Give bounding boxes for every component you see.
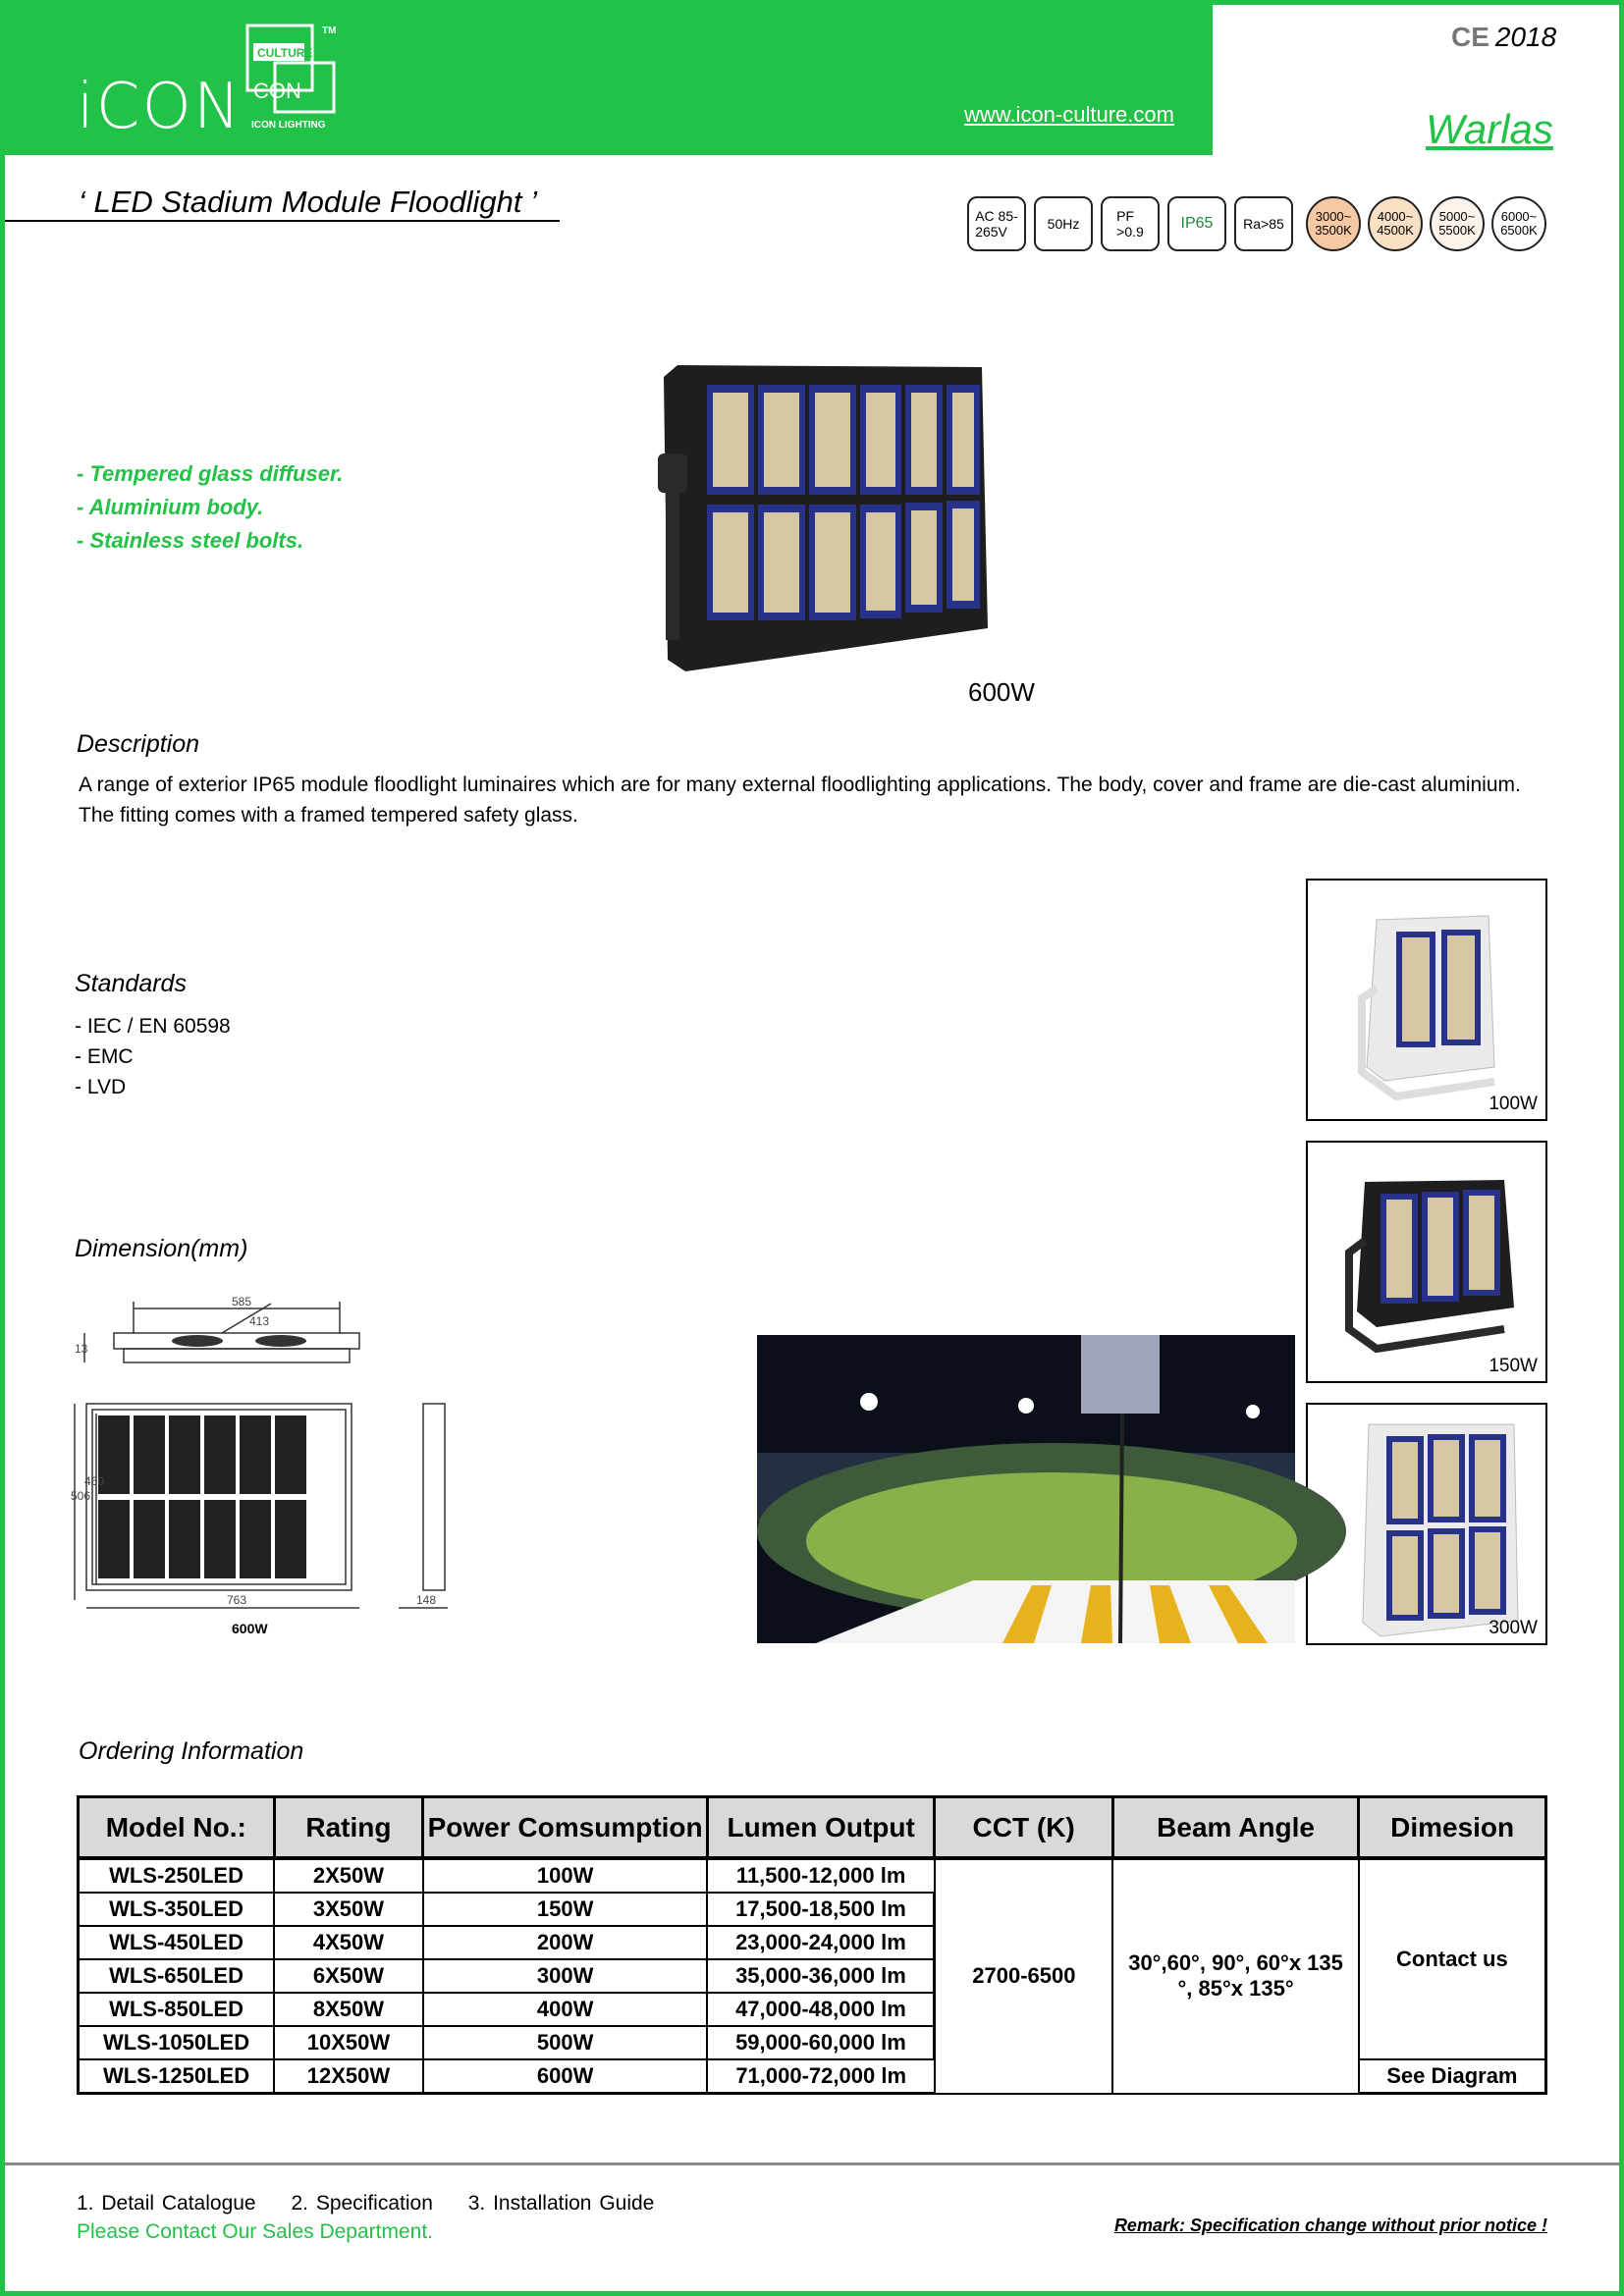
model-cell: WLS-1250LED bbox=[79, 2059, 275, 2094]
description-heading: Description bbox=[77, 730, 200, 758]
column-header: CCT (K) bbox=[935, 1797, 1113, 1859]
product-brand: Warlas bbox=[1426, 106, 1553, 152]
rating-cell: 12X50W bbox=[274, 2059, 423, 2094]
model-cell: WLS-1050LED bbox=[79, 2026, 275, 2059]
dimension-caption: 600W bbox=[232, 1621, 268, 1636]
rating-cell: 4X50W bbox=[274, 1926, 423, 1959]
cct-badge-daylight: 6000~ 6500K bbox=[1491, 196, 1546, 251]
logo-mark-sub-text: ICON LIGHTING bbox=[251, 120, 326, 131]
power-cell: 500W bbox=[423, 2026, 708, 2059]
power-cell: 150W bbox=[423, 1893, 708, 1926]
lumen-cell: 17,500-18,500 lm bbox=[707, 1893, 934, 1926]
dimension-contact-cell: Contact us bbox=[1359, 1858, 1546, 2059]
model-cell: WLS-650LED bbox=[79, 1959, 275, 1993]
contact-sales-note: Please Contact Our Sales Department. bbox=[77, 2220, 434, 2243]
model-cell: WLS-250LED bbox=[79, 1858, 275, 1893]
beam-angle-cell: 30°,60°, 90°, 60°x 135 °, 85°x 135° bbox=[1112, 1858, 1358, 2094]
rating-cell: 6X50W bbox=[274, 1959, 423, 1993]
detail-catalogue-link[interactable]: 1. Detail Catalogue bbox=[77, 2192, 256, 2215]
rating-cell: 10X50W bbox=[274, 2026, 423, 2059]
lumen-cell: 23,000-24,000 lm bbox=[707, 1926, 934, 1959]
column-header: Lumen Output bbox=[707, 1797, 934, 1859]
footer-document-links bbox=[77, 2192, 681, 2216]
description-text: A range of exterior IP65 module floodlight luminaires which are for many external floodlighting applications. The body, cover and frame are die-cast aluminium. The fitting comes with a framed tempered safety glass. bbox=[79, 774, 1521, 827]
feature-list bbox=[77, 457, 343, 558]
thumbnail-label: 150W bbox=[1489, 1356, 1538, 1376]
cct-cell: 2700-6500 bbox=[935, 1858, 1113, 2094]
lumen-cell: 71,000-72,000 lm bbox=[707, 2059, 934, 2094]
dimension-drawing bbox=[71, 1294, 467, 1637]
rating-cell: 8X50W bbox=[274, 1993, 423, 2026]
cct-badge-cool: 5000~ 5500K bbox=[1430, 196, 1485, 251]
power-cell: 100W bbox=[423, 1858, 708, 1893]
main-image-caption: 600W bbox=[968, 677, 1035, 707]
dimension-heading: Dimension(mm) bbox=[75, 1235, 248, 1262]
title-underline bbox=[5, 220, 560, 222]
ordering-heading: Ordering Information bbox=[79, 1737, 304, 1765]
logo-mark-top-text: CULTURE bbox=[257, 46, 313, 60]
dim-width-bottom: 763 bbox=[227, 1593, 247, 1607]
spec-change-remark: Remark: Specification change without prior notice ! bbox=[1113, 2216, 1547, 2235]
column-header: Model No.: bbox=[79, 1797, 275, 1859]
dimension-diagram-cell: See Diagram bbox=[1359, 2059, 1546, 2094]
standard-item: - EMC bbox=[75, 1045, 134, 1068]
feature-item: - Stainless steel bolts. bbox=[77, 528, 304, 553]
power-cell: 400W bbox=[423, 1993, 708, 2026]
page-title: ‘ LED Stadium Module Floodlight ’ bbox=[79, 185, 537, 219]
column-header: Rating bbox=[274, 1797, 423, 1859]
dim-inner-height: 460 bbox=[84, 1474, 105, 1488]
stadium-photo bbox=[757, 1335, 1295, 1643]
power-cell: 300W bbox=[423, 1959, 708, 1993]
ip-rating-badge: IP65 bbox=[1167, 196, 1226, 251]
table-header-row bbox=[79, 1797, 1546, 1859]
model-cell: WLS-450LED bbox=[79, 1926, 275, 1959]
website-link[interactable]: www.icon-culture.com bbox=[964, 102, 1174, 127]
thumbnail-label: 300W bbox=[1489, 1618, 1538, 1638]
specification-link[interactable]: 2. Specification bbox=[291, 2192, 433, 2215]
thumbnail-100w bbox=[1306, 879, 1547, 1121]
company-logo-mark bbox=[245, 24, 344, 133]
feature-item: - Tempered glass diffuser. bbox=[77, 461, 344, 486]
thumbnail-150w bbox=[1306, 1141, 1547, 1383]
lumen-cell: 35,000-36,000 lm bbox=[707, 1959, 934, 1993]
standards-list bbox=[75, 1011, 231, 1102]
feature-item: - Aluminium body. bbox=[77, 495, 264, 519]
standard-item: - IEC / EN 60598 bbox=[75, 1015, 231, 1038]
table-row bbox=[79, 1858, 1546, 1893]
standard-item: - LVD bbox=[75, 1076, 127, 1098]
lumen-cell: 11,500-12,000 lm bbox=[707, 1858, 934, 1893]
power-cell: 600W bbox=[423, 2059, 708, 2094]
trademark-symbol: TM bbox=[322, 26, 337, 36]
floodlight-150w-image bbox=[1308, 1143, 1549, 1385]
cct-badge-warm: 3000~ 3500K bbox=[1306, 196, 1361, 251]
rating-cell: 2X50W bbox=[274, 1858, 423, 1893]
lumen-cell: 59,000-60,000 lm bbox=[707, 2026, 934, 2059]
footer-divider bbox=[5, 2163, 1619, 2165]
power-factor-badge: PF >0.9 bbox=[1101, 196, 1160, 251]
cct-badge-neutral: 4000~ 4500K bbox=[1368, 196, 1423, 251]
rating-cell: 3X50W bbox=[274, 1893, 423, 1926]
lumen-cell: 47,000-48,000 lm bbox=[707, 1993, 934, 2026]
company-logo-text: iCON bbox=[77, 71, 243, 143]
year-label: 2018 bbox=[1494, 22, 1557, 52]
dim-height-side: 13 bbox=[75, 1342, 88, 1356]
ordering-table bbox=[77, 1795, 1547, 2095]
floodlight-600w-image bbox=[656, 365, 992, 677]
ce-mark-icon: CE bbox=[1451, 22, 1489, 52]
column-header: Power Comsumption bbox=[423, 1797, 708, 1859]
ce-year bbox=[1451, 22, 1556, 53]
logo-mark-mid-text: CON bbox=[253, 79, 301, 103]
voltage-badge: AC 85- 265V bbox=[967, 196, 1026, 251]
model-cell: WLS-850LED bbox=[79, 1993, 275, 2026]
cri-badge: Ra>85 bbox=[1234, 196, 1293, 251]
dim-depth: 148 bbox=[416, 1593, 437, 1607]
power-cell: 200W bbox=[423, 1926, 708, 1959]
column-header: Beam Angle bbox=[1112, 1797, 1358, 1859]
column-header: Dimesion bbox=[1359, 1797, 1546, 1859]
frequency-badge: 50Hz bbox=[1034, 196, 1093, 251]
floodlight-100w-image bbox=[1308, 881, 1549, 1123]
installation-guide-link[interactable]: 3. Installation Guide bbox=[467, 2192, 655, 2215]
model-cell: WLS-350LED bbox=[79, 1893, 275, 1926]
dim-width-top: 585 bbox=[232, 1295, 252, 1308]
standards-heading: Standards bbox=[75, 970, 187, 997]
dim-diagonal: 413 bbox=[249, 1314, 270, 1328]
thumbnail-label: 100W bbox=[1489, 1094, 1538, 1114]
dim-outer-height: 506 bbox=[71, 1489, 91, 1503]
